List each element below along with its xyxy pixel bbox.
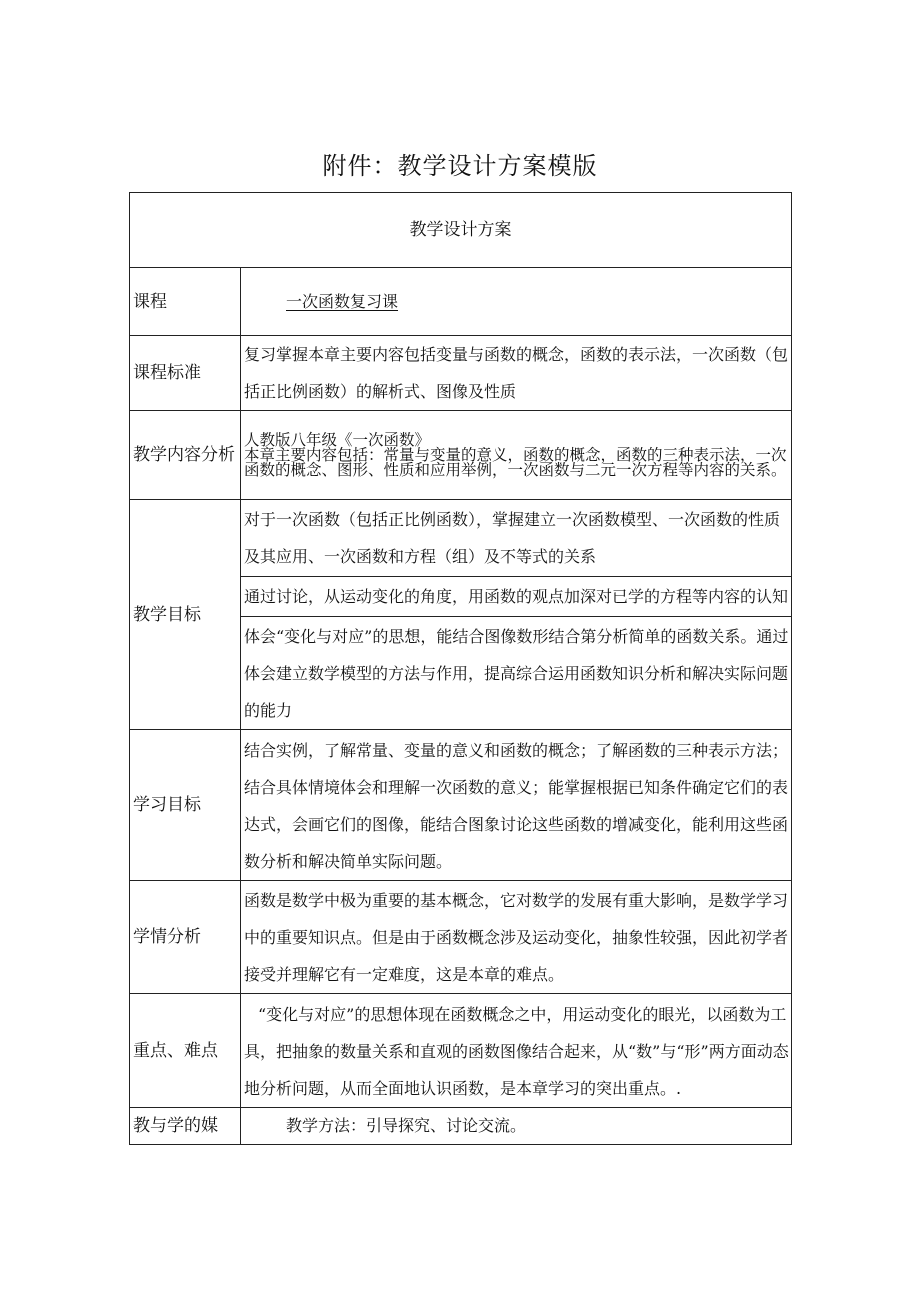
teaching-goals-label: 教学目标 bbox=[130, 500, 241, 730]
media-label: 教与学的媒 bbox=[130, 1108, 241, 1145]
content-analysis-line1: 人教版八年级《一次函数》 bbox=[244, 430, 431, 449]
teaching-goal-item: 通过讨论，从运动变化的角度，用函数的观点加深对已学的方程等内容的认知 bbox=[241, 577, 791, 617]
course-label: 课程 bbox=[130, 268, 241, 336]
table-header: 教学设计方案 bbox=[130, 193, 792, 268]
standard-row bbox=[130, 336, 792, 411]
key-points-value: “变化与对应”的思想体现在函数概念之中，用运动变化的眼光，以函数为工具，把抽象的数量关系和直观的函数图像结合起来，从“数”与“形”两方面动态地分析问题，从而全面地认识函数，是本章学习的突出重点。. bbox=[244, 1005, 789, 1098]
learner-analysis-label: 学情分析 bbox=[130, 881, 241, 994]
teaching-goal-item: 对于一次函数（包括正比例函数），掌握建立一次函数模型、一次函数的性质及其应用、一次函数和方程（组）及不等式的关系 bbox=[241, 500, 791, 577]
content-analysis-cell bbox=[241, 411, 792, 500]
teaching-goal-item: 体会“变化与对应”的思想，能结合图像数形结合第分析简单的函数关系。通过体会建立数学模型的方法与作用，提高综合运用函数知识分析和解决实际问题的能力 bbox=[244, 627, 789, 720]
learner-analysis-cell bbox=[241, 881, 792, 994]
document-title: 附件：教学设计方案模版 bbox=[322, 152, 598, 180]
course-cell bbox=[241, 268, 792, 336]
learning-goals-row bbox=[130, 730, 792, 881]
content-analysis-row bbox=[130, 411, 792, 500]
learning-goals-value: 结合实例，了解常量、变量的意义和函数的概念；了解函数的三种表示方法；结合具体情境体会和理解一次函数的意义；能掌握根据已知条件确定它们的表达式，会画它们的图像，能结合图象讨论这些函数的增减变化，能利用这些函数分析和解决简单实际问题。 bbox=[244, 741, 789, 871]
learner-analysis-row bbox=[130, 881, 792, 994]
content-analysis-line2: 本章主要内容包括：常量与变量的意义，函数的概念，函数的三种表示法，一次函数的概念、图形、性质和应用举例，一次函数与二元一次方程等内容的关系。 bbox=[244, 445, 787, 479]
key-points-row bbox=[130, 994, 792, 1108]
key-points-label: 重点、难点 bbox=[130, 994, 241, 1108]
standard-label: 课程标准 bbox=[130, 336, 241, 411]
key-points-cell bbox=[241, 994, 792, 1108]
standard-cell bbox=[241, 336, 792, 411]
teaching-goals-row bbox=[130, 500, 792, 730]
learning-goals-cell bbox=[241, 730, 792, 881]
teaching-goals-cell bbox=[241, 500, 792, 730]
media-row bbox=[130, 1108, 792, 1145]
media-value: 教学方法：引导探究、讨论交流。 bbox=[241, 1108, 792, 1145]
content-analysis-label: 教学内容分析 bbox=[130, 411, 241, 500]
lesson-plan-table bbox=[129, 192, 792, 1145]
learning-goals-label: 学习目标 bbox=[130, 730, 241, 881]
table-header-row bbox=[130, 193, 792, 268]
course-row bbox=[130, 268, 792, 336]
learner-analysis-value: 函数是数学中极为重要的基本概念，它对数学的发展有重大影响，是数学学习中的重要知识点。但是由于函数概念涉及运动变化，抽象性较强，因此初学者接受并理解它有一定难度，这是本章的难点。 bbox=[244, 891, 789, 984]
course-value: 一次函数复习课 bbox=[286, 291, 399, 311]
standard-value: 复习掌握本章主要内容包括变量与函数的概念，函数的表示法，一次函数（包括正比例函数）的解析式、图像及性质 bbox=[244, 345, 789, 401]
